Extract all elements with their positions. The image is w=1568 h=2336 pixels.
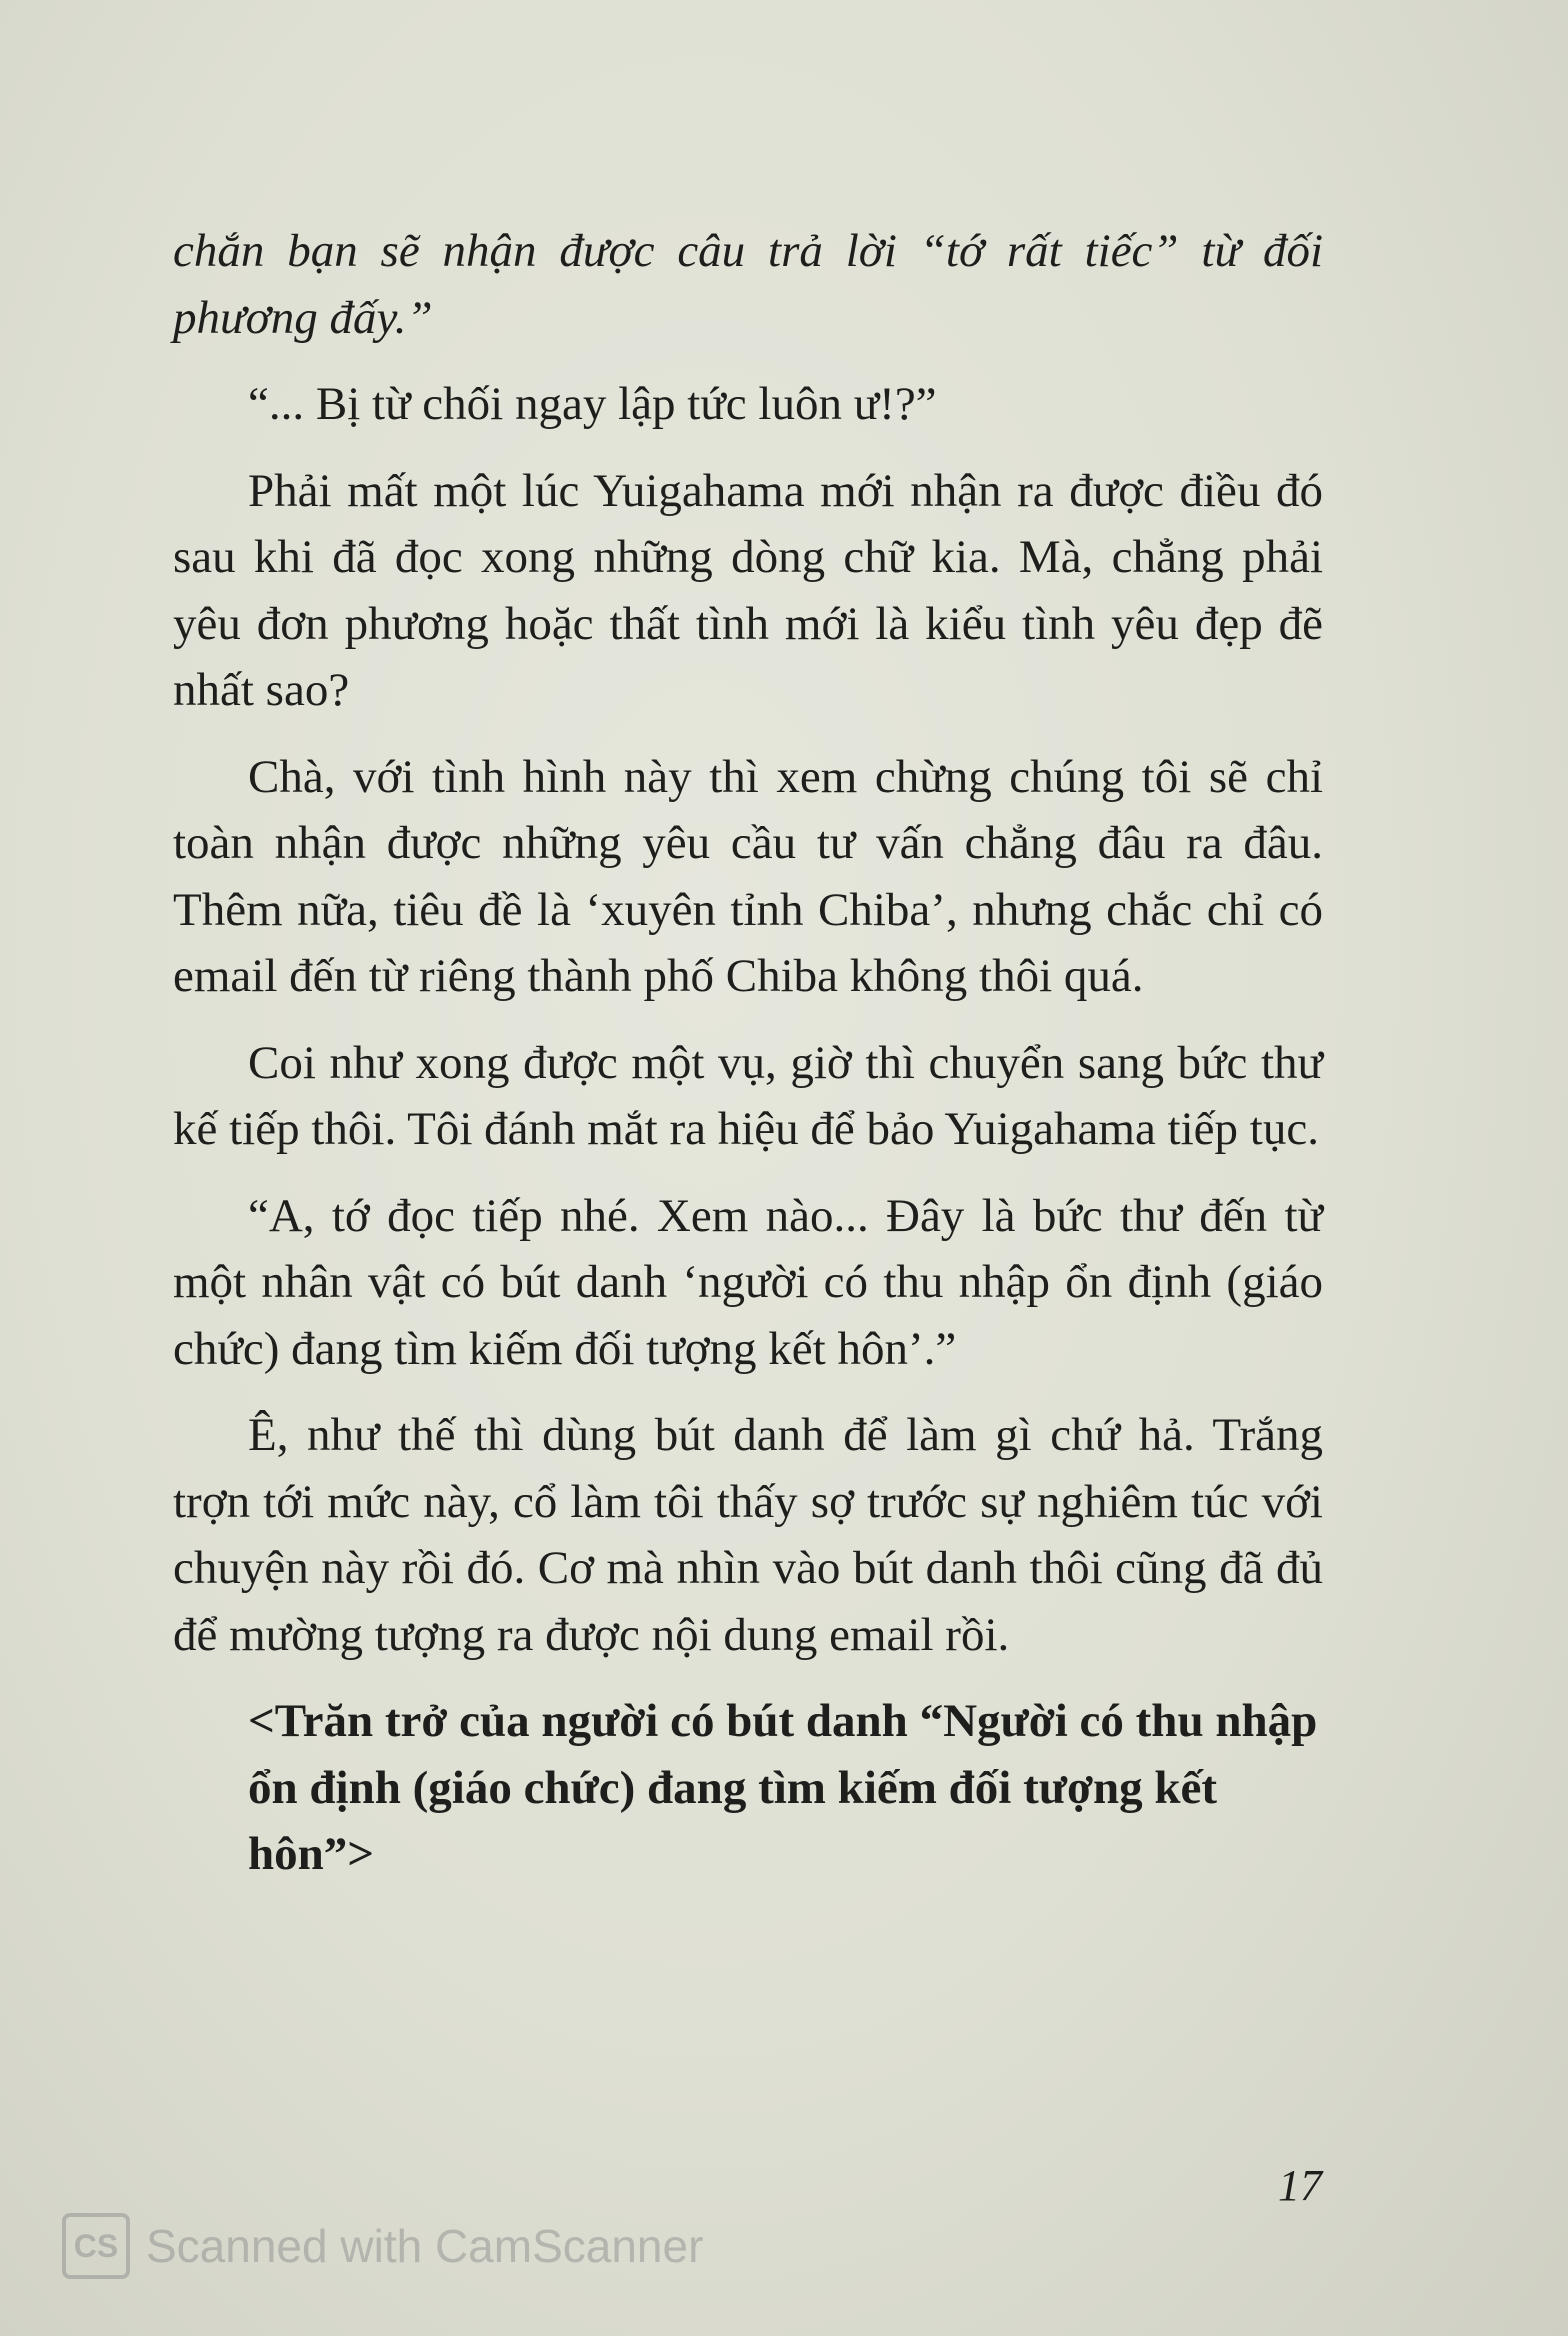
- page-number: 17: [1278, 2161, 1322, 2210]
- paragraph-consultation-requests: Chà, với tình hình này thì xem chừng chúng tôi sẽ chỉ toàn nhận được những yêu cầu tư vấn chẳng đâu ra đâu. Thêm nữa, tiêu đề là ‘xuyên tỉnh Chiba’, nhưng chắc chỉ có email đến từ riêng thành phố Chiba không thôi quá.: [173, 750, 1323, 1002]
- camscanner-logo-icon: CS: [62, 2213, 130, 2279]
- letter-heading: <Trăn trở của người có bút danh “Người có thu nhập ổn định (giáo chức) đang tìm kiếm đối tượng kết hôn”>: [248, 1695, 1318, 1880]
- watermark-text: Scanned with CamScanner: [146, 2220, 704, 2272]
- paragraph-yuigahama-realizes: Phải mất một lúc Yuigahama mới nhận ra được điều đó sau khi đã đọc xong những dòng chữ kia. Mà, chẳng phải yêu đơn phương hoặc thất tình mới là kiểu tình yêu đẹp đẽ nhất sao?: [173, 464, 1323, 716]
- paragraph-narrator-reaction: Ê, như thế thì dùng bút danh để làm gì chứ hả. Trắng trợn tới mức này, cổ làm tôi thấy sợ trước sự nghiêm túc với chuyện này rồi đó. Cơ mà nhìn vào bút danh thôi cũng đã đủ để mường tượng ra được nội dung email rồi.: [173, 1409, 1323, 1661]
- page-body-text: [173, 218, 1323, 1908]
- paragraph-next-letter: Coi như xong được một vụ, giờ thì chuyển sang bức thư kế tiếp thôi. Tôi đánh mắt ra hiệu để bảo Yuigahama tiếp tục.: [173, 1036, 1323, 1155]
- paragraph-dialogue-rejected: “... Bị từ chối ngay lập tức luôn ư!?”: [248, 378, 937, 430]
- camscanner-watermark: [62, 2210, 703, 2282]
- paragraph-dialogue-pen-name: “A, tớ đọc tiếp nhé. Xem nào... Đây là bức thư đến từ một nhân vật có bút danh ‘người có thu nhập ổn định (giáo chức) đang tìm kiếm đối tượng kết hôn’.”: [173, 1189, 1323, 1375]
- paragraph-continuation: chắn bạn sẽ nhận được câu trả lời “tớ rất tiếc” từ đối phương đấy.”: [173, 225, 1323, 344]
